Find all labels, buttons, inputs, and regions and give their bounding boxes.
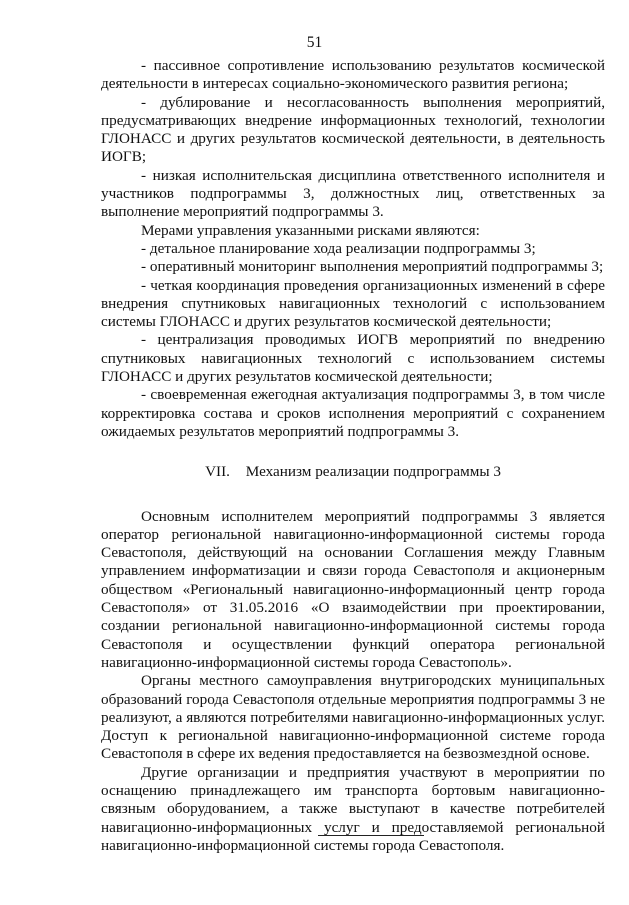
measure-item: - оперативный мониторинг выполнения мероприятий подпрограммы 3;: [141, 258, 604, 276]
risk-item: - низкая исполнительская дисциплина ответственного исполнителя и участников подпрограммы 3, должностных лиц, ответственных за выполнение мероприятий подпрограммы 3.: [101, 166, 605, 221]
measure-item: - своевременная ежегодная актуализация подпрограммы 3, в том числе корректировка состава и сроков исполнения мероприятий с сохранением ожидаемых результатов мероприятий подпрограммы 3.: [101, 386, 605, 440]
section-paragraph: Другие организации и предприятия участвуют в мероприятии по оснащению принадлежащего им транспорта бортовым навигационно-связным оборудованием, а также выступают в качестве потребителей навигационно-информационных услуг и предоставляемой региональной навигационно-информационной системы города Севастополя.: [101, 763, 605, 854]
section-paragraph: Основным исполнителем мероприятий подпрограммы 3 является оператор региональной навигационно-информационной системы города Севастополя, действующий на основании Соглашения между Главным управлением информатизации и связи города Севастополя и акционерным обществом «Региональный навигационно-информационный центр города Севастополя» от 31.05.2016 «О взаимодействии при проектировании, создании региональной навигационно-информационной системы города Севастополя и осуществлении функций оператора региональной навигационно-информационной системы города Севастополь».: [101, 507, 605, 671]
page-number: 51: [306, 34, 323, 51]
section-paragraph: Органы местного самоуправления внутригородских муниципальных образований города Севастополя отдельные мероприятия подпрограммы 3 не реализуют, а являются потребителями навигационно-информационных услуг. Доступ к региональной навигационно-информационной системе города Севастополя в сфере их ведения предоставляется на безвозмездной основе.: [101, 672, 605, 763]
measure-item: - детальное планирование хода реализации подпрограммы 3;: [141, 239, 536, 257]
section-heading: [101, 463, 605, 481]
measures-intro: Мерами управления указанными рисками являются:: [141, 221, 480, 239]
measure-item: - централизация проводимых ИОГВ мероприятий по внедрению спутниковых навигационных технологий с использованием системы ГЛОНАСС и других результатов космической деятельности;: [101, 331, 605, 386]
document-body: [101, 57, 605, 855]
end-divider: [318, 835, 424, 836]
section-number: VII.: [205, 463, 230, 481]
section-title: Механизм реализации подпрограммы 3: [245, 463, 501, 481]
measure-item: - четкая координация проведения организационных изменений в сфере внедрения спутниковых навигационных технологий с использованием системы ГЛОНАСС и других результатов космической деятельности;: [101, 276, 605, 331]
risk-item: - дублирование и несогласованность выполнения мероприятий, предусматривающих внедрение информационных технологий, технологии ГЛОНАСС и других результатов космической деятельности, в деятельность ИОГВ;: [101, 93, 605, 166]
risk-item: - пассивное сопротивление использованию результатов космической деятельности в интересах социально-экономического развития региона;: [101, 57, 605, 93]
